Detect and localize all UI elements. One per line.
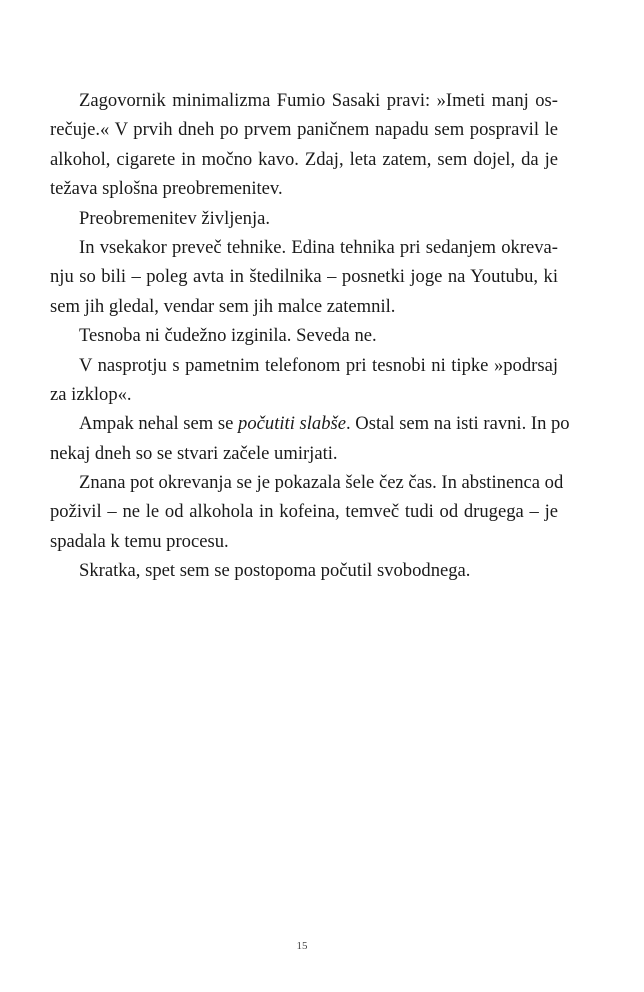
- italic-phrase: počutiti slabše: [238, 413, 346, 435]
- text-line: nju so bili – poleg avta in štedilnika – posnetki joge na Youtubu, ki: [50, 266, 558, 288]
- text-line: rečuje.« V prvih dneh po prvem paničnem napadu sem pospravil le: [50, 119, 558, 141]
- text-line: nekaj dneh so se stvari začele umirjati.: [50, 442, 338, 464]
- text-line: Preobremenitev življenja.: [79, 207, 271, 229]
- text-line: Zagovornik minimalizma Fumio Sasaki pravi: »Imeti manj os-: [79, 90, 558, 111]
- text-segment: Ampak nehal sem se: [79, 413, 239, 435]
- text-line: alkohol, cigarete in močno kavo. Zdaj, leta zatem, sem dojel, da je: [50, 148, 558, 170]
- text-line: In vsekakor preveč tehnike. Edina tehnika pri sedanjem okreva-: [79, 236, 558, 258]
- text-line: sem jih gledal, vendar sem jih malce zatemnil.: [50, 295, 396, 317]
- text-line: Skratka, spet sem se postopoma počutil svobodnega.: [79, 560, 471, 582]
- text-line: težava splošna preobremenitev.: [50, 178, 283, 200]
- text-line: V nasprotju s pametnim telefonom pri tesnobi ni tipke »podrsaj: [79, 354, 558, 376]
- text-line: spadala k temu procesu.: [50, 530, 229, 552]
- text-line: Znana pot okrevanja se je pokazala šele čez čas. In abstinenca od: [79, 472, 564, 494]
- text-block: [50, 86, 570, 586]
- text-segment: . Ostal sem na isti ravni. In po: [346, 413, 570, 435]
- text-line: Tesnoba ni čudežno izginila. Seveda ne.: [79, 325, 377, 347]
- text-line: [50, 409, 570, 438]
- text-line: poživil – ne le od alkohola in kofeina, temveč tudi od drugega – je: [50, 501, 558, 523]
- page-number: 15: [296, 940, 308, 952]
- text-line: za izklop«.: [50, 383, 132, 405]
